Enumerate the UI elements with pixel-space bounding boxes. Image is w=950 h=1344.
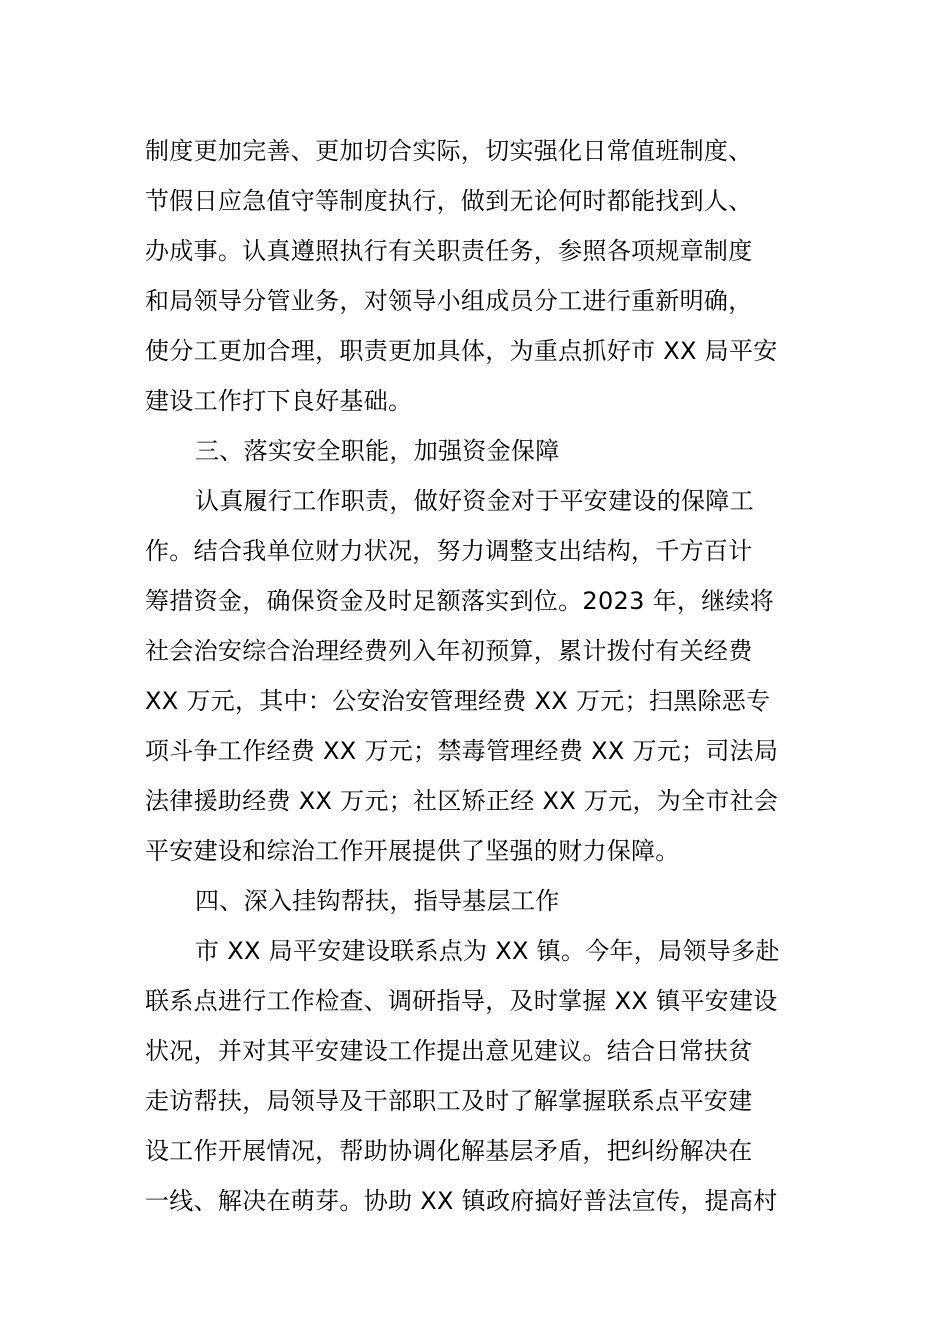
body-line: 平安建设和综治工作开展提供了坚强的财力保障。 xyxy=(145,837,680,865)
body-line: 办成事。认真遵照执行有关职责任务，参照各项规章制度 xyxy=(145,237,753,265)
document-body xyxy=(145,126,815,1226)
body-line: 使分工更加合理，职责更加具体，为重点抓好市 XX 局平安 xyxy=(145,337,778,365)
body-line: 作。结合我单位财力状况，努力调整支出结构，千方百计 xyxy=(145,537,753,565)
body-line: 项斗争工作经费 XX 万元；禁毒管理经费 XX 万元；司法局 xyxy=(145,737,779,765)
body-line: 节假日应急值守等制度执行，做到无论何时都能找到人、 xyxy=(145,187,753,215)
body-line: 一线、解决在萌芽。协助 XX 镇政府搞好普法宣传，提高村 xyxy=(145,1187,778,1215)
paragraph-start-line: 市 XX 局平安建设联系点为 XX 镇。今年，局领导多赴 xyxy=(195,937,780,965)
body-line: 设工作开展情况，帮助协调化解基层矛盾，把纠纷解决在 xyxy=(145,1137,753,1165)
body-line: 筹措资金，确保资金及时足额落实到位。2023 年，继续将 xyxy=(145,587,775,615)
section-heading-3: 三、落实安全职能，加强资金保障 xyxy=(195,437,560,465)
body-line: 社会治安综合治理经费列入年初预算，累计拨付有关经费 xyxy=(145,637,753,665)
body-line: 和局领导分管业务，对领导小组成员分工进行重新明确， xyxy=(145,287,753,315)
body-line: 建设工作打下良好基础。 xyxy=(145,387,413,415)
body-line: 法律援助经费 XX 万元；社区矫正经 XX 万元，为全市社会 xyxy=(145,787,779,815)
section-heading-4: 四、深入挂钩帮扶，指导基层工作 xyxy=(195,887,560,915)
body-line: 制度更加完善、更加切合实际，切实强化日常值班制度、 xyxy=(145,137,753,165)
body-line: 走访帮扶，局领导及干部职工及时了解掌握联系点平安建 xyxy=(145,1087,753,1115)
body-line: 状况，并对其平安建设工作提出意见建议。结合日常扶贫 xyxy=(145,1037,753,1065)
paragraph-start-line: 认真履行工作职责，做好资金对于平安建设的保障工 xyxy=(195,487,754,515)
body-line: 联系点进行工作检查、调研指导，及时掌握 XX 镇平安建设 xyxy=(145,987,778,1015)
body-line: XX 万元，其中：公安治安管理经费 XX 万元；扫黑除恶专 xyxy=(145,687,771,715)
